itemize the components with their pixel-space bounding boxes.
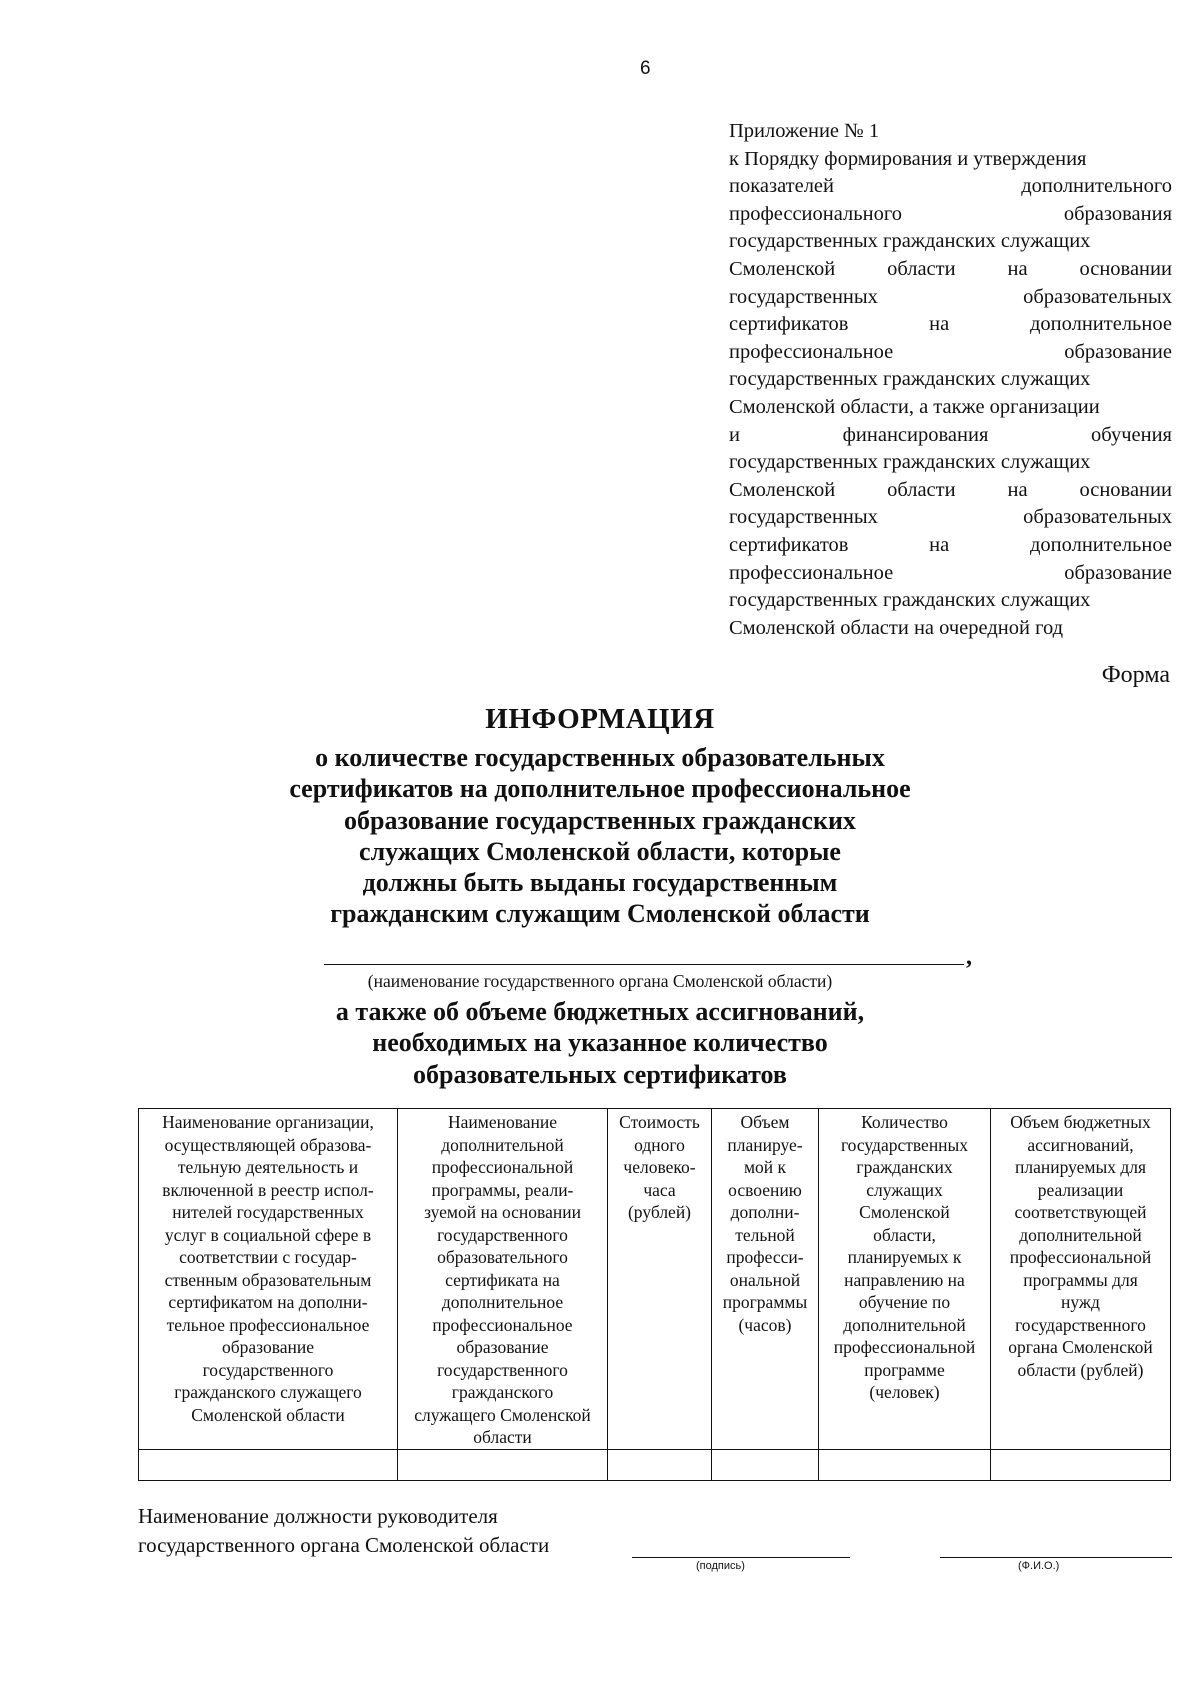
- header-text-line: органа Смоленской: [1008, 1337, 1153, 1357]
- header-text-line: государственного: [1015, 1314, 1146, 1335]
- header-text-line: тельной: [735, 1224, 795, 1245]
- appendix-line: [729, 339, 1172, 367]
- appendix-line: [729, 311, 1172, 339]
- appendix-line: [729, 394, 1172, 422]
- header-text-line: дополнительной: [441, 1134, 564, 1155]
- appendix-word: области: [887, 257, 956, 280]
- appendix-word: образование: [1064, 561, 1172, 584]
- subtitle-line: должны быть выданы государственным: [362, 868, 838, 898]
- subtitle-line: а также об объеме бюджетных ассигнований,: [335, 997, 865, 1026]
- header-text-line: дополни-: [730, 1202, 800, 1222]
- appendix-line: [729, 366, 1172, 394]
- table-cell: [819, 1449, 991, 1480]
- header-text-line: направлению на: [844, 1269, 965, 1290]
- header-text-line: включенной в реестр испол-: [162, 1179, 374, 1200]
- column-header: [608, 1109, 712, 1450]
- appendix-word: профессионального: [729, 202, 902, 225]
- appendix-word: дополнительное: [1029, 533, 1172, 556]
- column-header: [819, 1109, 991, 1450]
- header-text-line: дополнительное: [441, 1292, 564, 1312]
- appendix-word: дополнительного: [1021, 175, 1172, 198]
- header-text-line: программе: [864, 1359, 945, 1380]
- appendix-line: [729, 173, 1172, 201]
- appendix-word: образование: [1064, 340, 1172, 363]
- subtitle-line: гражданским служащим Смоленской области: [330, 899, 870, 929]
- appendix-word: государственных: [729, 285, 878, 308]
- document-subtitle: [0, 742, 1200, 930]
- full-name-line: [940, 1557, 1172, 1558]
- header-text-line: профессиональной: [833, 1337, 976, 1357]
- signature-title-line2: государственного органа Смоленской области: [138, 1533, 550, 1557]
- appendix-word: Смоленской области, а также организации: [729, 395, 1100, 418]
- appendix-word: области: [887, 478, 956, 501]
- header-text-line: гражданского: [451, 1382, 554, 1402]
- header-text-line: часа: [643, 1179, 676, 1200]
- appendix-word: к Порядку формирования и утверждения: [729, 147, 1087, 170]
- header-text-line: планируемых к: [847, 1247, 962, 1267]
- column-header: [991, 1109, 1171, 1450]
- appendix-word: Смоленской: [729, 478, 836, 501]
- table-cell: [398, 1449, 608, 1480]
- header-text-line: гражданского служащего: [174, 1382, 362, 1402]
- header-text-line: Смоленской: [859, 1202, 950, 1222]
- header-text-line: профессиональной: [1009, 1247, 1152, 1267]
- document-title: ИНФОРМАЦИЯ: [485, 703, 715, 735]
- header-text-line: ственным образовательным: [164, 1269, 372, 1290]
- page-number: 6: [640, 58, 651, 79]
- header-text-line: Смоленской области: [191, 1404, 345, 1425]
- appendix-word: профессиональное: [729, 340, 894, 363]
- appendix-word: образования: [1063, 202, 1172, 225]
- header-text-line: нителей государственных: [172, 1202, 364, 1222]
- full-name-caption: (Ф.И.О.): [1018, 1560, 1060, 1572]
- appendix-reference: [729, 118, 1172, 642]
- header-text-line: сертификатом на дополни-: [168, 1292, 368, 1312]
- header-text-line: мой к: [743, 1157, 787, 1177]
- blank-comma: ,: [966, 944, 972, 970]
- appendix-word: и: [729, 423, 740, 446]
- signature-line: [632, 1557, 850, 1558]
- header-text-line: обучение по: [858, 1292, 951, 1312]
- table-cell: [139, 1449, 398, 1480]
- header-text-line: соответствующей: [1014, 1202, 1147, 1222]
- appendix-word: основании: [1079, 257, 1172, 280]
- header-text-line: области: [473, 1427, 532, 1447]
- header-text-line: (часов): [738, 1314, 792, 1335]
- appendix-word: государственных гражданских служащих: [729, 368, 1091, 391]
- appendix-word: сертификатов: [729, 313, 849, 336]
- appendix-word: государственных гражданских служащих: [729, 230, 1091, 253]
- column-header: [712, 1109, 819, 1450]
- appendix-line: [729, 587, 1172, 615]
- header-text-line: планируе-: [727, 1134, 803, 1155]
- column-header: [139, 1109, 398, 1450]
- subtitle-line: образовательных сертификатов: [413, 1059, 787, 1089]
- header-text-line: осуществляющей образова-: [164, 1134, 372, 1155]
- signature-block: [138, 1502, 549, 1560]
- header-text-line: Объем бюджетных: [1010, 1112, 1151, 1132]
- header-text-line: Количество: [861, 1112, 948, 1132]
- appendix-word: на: [929, 313, 950, 336]
- header-text-line: дополнительной: [1019, 1224, 1142, 1245]
- table-row: [139, 1449, 1171, 1480]
- header-text-line: соответствии с государ-: [179, 1247, 357, 1267]
- header-text-line: реализации: [1037, 1179, 1124, 1200]
- subtitle-line: образование государственных гражданских: [344, 805, 856, 835]
- appendix-word: образовательных: [1023, 506, 1172, 529]
- appendix-word: сертификатов: [729, 533, 849, 556]
- subtitle-line: о количестве государственных образовательных: [315, 743, 885, 772]
- appendix-word: на: [929, 533, 950, 556]
- appendix-line: [729, 477, 1172, 505]
- header-text-line: Наименование организации,: [162, 1112, 374, 1132]
- appendix-word: государственных: [729, 506, 878, 529]
- header-text-line: дополнительной: [843, 1314, 966, 1335]
- header-text-line: ассигнований,: [1027, 1134, 1134, 1155]
- table-cell: [991, 1449, 1171, 1480]
- header-text-line: нужд: [1061, 1292, 1100, 1312]
- appendix-line: [729, 615, 1172, 643]
- header-text-line: (рублей): [627, 1202, 692, 1222]
- government-body-blank-line: [324, 964, 964, 965]
- header-text-line: образование: [456, 1337, 549, 1357]
- header-text-line: образование: [221, 1337, 315, 1357]
- header-text-line: професси-: [726, 1247, 804, 1267]
- column-header: [398, 1109, 608, 1450]
- header-text-line: планируемых для: [1014, 1157, 1147, 1177]
- appendix-line: [729, 146, 1172, 174]
- appendix-word: Приложение № 1: [729, 120, 880, 142]
- table-cell: [608, 1449, 712, 1480]
- blank-caption: (наименование государственного органа Смоленской области): [367, 971, 833, 991]
- header-text-line: одного: [634, 1134, 685, 1155]
- appendix-word: Смоленской области на очередной год: [729, 616, 1064, 639]
- appendix-word: показателей: [729, 175, 834, 198]
- header-text-line: зуемой на основании: [424, 1202, 581, 1222]
- appendix-line: [729, 201, 1172, 229]
- appendix-word: Смоленской: [729, 257, 836, 280]
- header-text-line: государственного: [437, 1359, 568, 1380]
- header-text-line: услуг в социальной сфере в: [164, 1224, 372, 1245]
- header-text-line: профессиональной: [431, 1157, 574, 1177]
- appendix-line: [729, 504, 1172, 532]
- header-text-line: области (рублей): [1017, 1359, 1144, 1380]
- appendix-line: [729, 256, 1172, 284]
- appendix-line: [729, 560, 1172, 588]
- header-text-line: государственных: [840, 1134, 969, 1155]
- appendix-word: государственных гражданских служащих: [729, 451, 1091, 474]
- subtitle-line: сертификатов на дополнительное профессиональное: [289, 774, 911, 804]
- header-text-line: программы: [722, 1292, 808, 1312]
- appendix-line: [729, 532, 1172, 560]
- appendix-word: образовательных: [1023, 285, 1172, 308]
- header-text-line: Наименование: [447, 1112, 558, 1132]
- header-text-line: тельное профессиональное: [166, 1314, 370, 1335]
- appendix-line: [729, 449, 1172, 477]
- subtitle-line: необходимых на указанное количество: [372, 1028, 828, 1058]
- signature-caption: (подпись): [696, 1560, 745, 1572]
- appendix-word: основании: [1079, 478, 1172, 501]
- document-subtitle-continued: [0, 996, 1200, 1090]
- appendix-line: [729, 118, 1172, 146]
- appendix-word: государственных гражданских служащих: [729, 589, 1091, 612]
- header-text-line: программы для: [1023, 1269, 1138, 1290]
- table-cell: [712, 1449, 819, 1480]
- signature-title-line1: Наименование должности руководителя: [138, 1504, 498, 1528]
- appendix-line: [729, 422, 1172, 450]
- appendix-word: профессиональное: [729, 561, 894, 584]
- header-text-line: ональной: [729, 1269, 801, 1290]
- header-text-line: Объем: [740, 1112, 790, 1132]
- header-text-line: сертификата на: [445, 1269, 560, 1290]
- header-text-line: образовательного: [437, 1247, 568, 1267]
- header-text-line: служащего Смоленской: [414, 1404, 591, 1425]
- appendix-word: дополнительное: [1029, 313, 1172, 336]
- appendix-line: [729, 228, 1172, 256]
- header-text-line: программы, реали-: [431, 1179, 574, 1200]
- header-text-line: тельную деятельность и: [177, 1157, 359, 1177]
- header-text-line: (человек): [869, 1382, 940, 1402]
- header-text-line: освоению: [728, 1179, 802, 1200]
- appendix-word: на: [1007, 257, 1028, 280]
- appendix-line: [729, 284, 1172, 312]
- header-text-line: служащих: [866, 1179, 943, 1200]
- header-text-line: Стоимость: [619, 1112, 700, 1132]
- appendix-word: обучения: [1091, 423, 1172, 446]
- header-text-line: профессиональное: [432, 1314, 573, 1335]
- table-header-row: [139, 1109, 1171, 1450]
- header-text-line: гражданских: [856, 1157, 953, 1177]
- appendix-word: на: [1007, 478, 1028, 501]
- header-text-line: человеко-: [623, 1157, 696, 1177]
- header-text-line: государственного: [202, 1359, 334, 1380]
- certificates-table: [138, 1108, 1171, 1481]
- subtitle-line: служащих Смоленской области, которые: [359, 836, 841, 866]
- form-label: Форма: [1101, 662, 1170, 688]
- header-text-line: государственного: [437, 1224, 568, 1245]
- header-text-line: области,: [873, 1224, 936, 1245]
- appendix-word: финансирования: [842, 423, 989, 446]
